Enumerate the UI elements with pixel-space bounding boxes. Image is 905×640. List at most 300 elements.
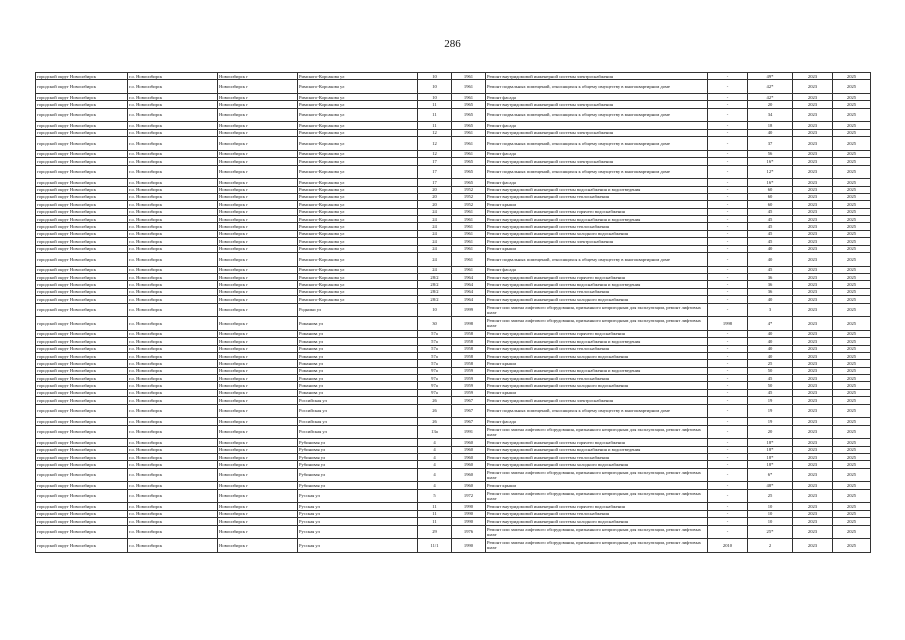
cell-build-year: 1998 — [452, 317, 486, 331]
cell-house-number: 11 — [418, 503, 452, 510]
cell-year-start: 2023 — [793, 375, 833, 382]
cell-value: 40 — [748, 345, 793, 352]
cell-work-type: Ремонт внутридомовой инженерной системы электроснабжения — [486, 73, 708, 80]
cell-value: 40 — [748, 253, 793, 267]
cell-work-type: Ремонт внутридомовой инженерной системы горячего водоснабжения — [486, 208, 708, 215]
cell-year-start: 2023 — [793, 360, 833, 367]
cell-house-number: 5 — [418, 489, 452, 503]
cell-municipality: городской округ Новосибирск — [36, 150, 128, 157]
cell-value: 20 — [748, 425, 793, 439]
cell-municipality: городской округ Новосибирск — [36, 101, 128, 108]
cell-year-start: 2023 — [793, 518, 833, 525]
cell-year-end: 2025 — [833, 296, 871, 303]
cell-work-type: Ремонт внутридомовой инженерной системы горячего водоснабжения — [486, 503, 708, 510]
cell-locality: Новосибирск г — [218, 245, 298, 252]
cell-build-year: 1952 — [452, 193, 486, 200]
cell-build-year: 1961 — [452, 223, 486, 230]
cell-value: 45 — [748, 266, 793, 273]
cell-work-type: Ремонт внутридомовой инженерной системы теплоснабжения — [486, 193, 708, 200]
cell-house-number: 12 — [418, 137, 452, 151]
cell-build-year: 1965 — [452, 158, 486, 165]
cell-lift-year: - — [708, 389, 748, 396]
cell-build-year: 1967 — [452, 404, 486, 418]
cell-value: 50 — [748, 382, 793, 389]
cell-house-number: 4 — [418, 461, 452, 468]
cell-lift-year: - — [708, 296, 748, 303]
cell-locality: Новосибирск г — [218, 482, 298, 489]
table-row — [36, 179, 871, 186]
cell-work-type: Ремонт крыши — [486, 389, 708, 396]
cell-year-end: 2025 — [833, 245, 871, 252]
cell-street: Рубиновая ул — [298, 482, 418, 489]
cell-year-start: 2023 — [793, 193, 833, 200]
cell-municipality: городской округ Новосибирск — [36, 165, 128, 179]
cell-value: 18* — [748, 461, 793, 468]
cell-street: Романова ул — [298, 367, 418, 374]
cell-municipality: городской округ Новосибирск — [36, 404, 128, 418]
cell-work-type: Ремонт внутридомовой инженерной системы холодного водоснабжения — [486, 518, 708, 525]
cell-value: 42* — [748, 80, 793, 94]
cell-locality: Новосибирск г — [218, 389, 298, 396]
cell-year-end: 2025 — [833, 108, 871, 122]
cell-street: Римского-Корсакова ул — [298, 208, 418, 215]
cell-district: г.о. Новосибирск — [128, 425, 218, 439]
cell-build-year: 1961 — [452, 208, 486, 215]
table-row — [36, 73, 871, 80]
cell-street: Римского-Корсакова ул — [298, 101, 418, 108]
cell-street: Рубиновая ул — [298, 454, 418, 461]
cell-work-type: Ремонт или замена лифтового оборудования, признанного непригодным для эксплуатации, ремонт лифтовых шахт — [486, 317, 708, 331]
cell-locality: Новосибирск г — [218, 216, 298, 223]
cell-year-start: 2023 — [793, 296, 833, 303]
cell-municipality: городской округ Новосибирск — [36, 223, 128, 230]
cell-district: г.о. Новосибирск — [128, 216, 218, 223]
table-row — [36, 482, 871, 489]
cell-municipality: городской округ Новосибирск — [36, 80, 128, 94]
cell-house-number: 12 — [418, 150, 452, 157]
cell-municipality: городской округ Новосибирск — [36, 122, 128, 129]
cell-build-year: 1965 — [452, 108, 486, 122]
cell-district: г.о. Новосибирск — [128, 238, 218, 245]
cell-value: 36 — [748, 288, 793, 295]
table-row — [36, 382, 871, 389]
cell-work-type: Ремонт подвальных помещений, относящихся к общему имуществу в многоквартирном доме — [486, 137, 708, 151]
cell-year-start: 2023 — [793, 389, 833, 396]
cell-value: 25 — [748, 360, 793, 367]
cell-year-start: 2023 — [793, 439, 833, 446]
cell-build-year: 1961 — [452, 216, 486, 223]
table-row — [36, 281, 871, 288]
cell-house-number: 10 — [418, 303, 452, 317]
cell-value: 40 — [748, 330, 793, 337]
cell-year-end: 2025 — [833, 503, 871, 510]
cell-value: 4* — [748, 317, 793, 331]
cell-house-number: 26 — [418, 404, 452, 418]
cell-municipality: городской округ Новосибирск — [36, 274, 128, 281]
cell-build-year: 1961 — [452, 93, 486, 100]
cell-locality: Новосибирск г — [218, 150, 298, 157]
cell-year-start: 2023 — [793, 468, 833, 482]
cell-build-year: 1961 — [452, 238, 486, 245]
cell-year-end: 2025 — [833, 439, 871, 446]
cell-street: Римского-Корсакова ул — [298, 216, 418, 223]
cell-district: г.о. Новосибирск — [128, 439, 218, 446]
cell-street: Римского-Корсакова ул — [298, 150, 418, 157]
cell-work-type: Ремонт фасада — [486, 179, 708, 186]
capital-repair-table — [35, 72, 871, 553]
cell-lift-year: - — [708, 418, 748, 425]
cell-year-end: 2025 — [833, 288, 871, 295]
cell-work-type: Ремонт или замена лифтового оборудования, признанного непригодным для эксплуатации, ремонт лифтовых шахт — [486, 489, 708, 503]
cell-year-end: 2025 — [833, 238, 871, 245]
cell-build-year: 1952 — [452, 186, 486, 193]
cell-municipality: городской округ Новосибирск — [36, 93, 128, 100]
cell-street: Римского-Корсакова ул — [298, 230, 418, 237]
cell-locality: Новосибирск г — [218, 397, 298, 404]
cell-year-end: 2025 — [833, 454, 871, 461]
cell-value: 3 — [748, 303, 793, 317]
cell-municipality: городской округ Новосибирск — [36, 397, 128, 404]
cell-year-end: 2025 — [833, 482, 871, 489]
cell-district: г.о. Новосибирск — [128, 330, 218, 337]
cell-work-type: Ремонт внутридомовой инженерной системы горячего водоснабжения — [486, 439, 708, 446]
cell-lift-year: - — [708, 122, 748, 129]
cell-year-end: 2025 — [833, 73, 871, 80]
cell-work-type: Ремонт внутридомовой инженерной системы водоснабжения и водоотведения — [486, 186, 708, 193]
cell-value: 60 — [748, 193, 793, 200]
cell-work-type: Ремонт внутридомовой инженерной системы водоснабжения и водоотведения — [486, 367, 708, 374]
table-row — [36, 150, 871, 157]
cell-build-year: 1972 — [452, 489, 486, 503]
cell-locality: Новосибирск г — [218, 266, 298, 273]
cell-district: г.о. Новосибирск — [128, 288, 218, 295]
cell-locality: Новосибирск г — [218, 223, 298, 230]
cell-year-end: 2025 — [833, 425, 871, 439]
cell-street: Римского-Корсакова ул — [298, 73, 418, 80]
cell-municipality: городской округ Новосибирск — [36, 345, 128, 352]
cell-house-number: 30 — [418, 317, 452, 331]
cell-municipality: городской округ Новосибирск — [36, 201, 128, 208]
cell-district: г.о. Новосибирск — [128, 253, 218, 267]
cell-year-start: 2023 — [793, 418, 833, 425]
cell-locality: Новосибирск г — [218, 317, 298, 331]
cell-value: 40 — [748, 338, 793, 345]
cell-municipality: городской округ Новосибирск — [36, 367, 128, 374]
cell-build-year: 1960 — [452, 461, 486, 468]
cell-street: Романова ул — [298, 389, 418, 396]
cell-year-end: 2025 — [833, 216, 871, 223]
cell-work-type: Ремонт подвальных помещений, относящихся к общему имуществу в многоквартирном доме — [486, 404, 708, 418]
table-row — [36, 525, 871, 539]
table-row — [36, 345, 871, 352]
cell-build-year: 1999 — [452, 303, 486, 317]
cell-district: г.о. Новосибирск — [128, 108, 218, 122]
cell-house-number: 97а — [418, 389, 452, 396]
cell-locality: Новосибирск г — [218, 468, 298, 482]
cell-district: г.о. Новосибирск — [128, 510, 218, 517]
table-row — [36, 352, 871, 359]
cell-street: Рубиновая ул — [298, 439, 418, 446]
cell-municipality: городской округ Новосибирск — [36, 482, 128, 489]
cell-locality: Новосибирск г — [218, 439, 298, 446]
cell-value: 25 — [748, 489, 793, 503]
cell-lift-year: - — [708, 303, 748, 317]
cell-value: 37 — [748, 137, 793, 151]
cell-municipality: городской округ Новосибирск — [36, 425, 128, 439]
cell-value: 45 — [748, 223, 793, 230]
cell-municipality: городской округ Новосибирск — [36, 338, 128, 345]
cell-district: г.о. Новосибирск — [128, 518, 218, 525]
cell-year-end: 2025 — [833, 101, 871, 108]
cell-house-number: 20 — [418, 186, 452, 193]
table-row — [36, 518, 871, 525]
cell-value: 10 — [748, 503, 793, 510]
cell-year-start: 2023 — [793, 489, 833, 503]
cell-district: г.о. Новосибирск — [128, 122, 218, 129]
table-row — [36, 137, 871, 151]
cell-value: 10 — [748, 510, 793, 517]
cell-locality: Новосибирск г — [218, 518, 298, 525]
table-row — [36, 468, 871, 482]
cell-value: 60 — [748, 186, 793, 193]
cell-year-end: 2025 — [833, 158, 871, 165]
cell-value: 45 — [748, 216, 793, 223]
cell-year-start: 2023 — [793, 503, 833, 510]
cell-build-year: 1967 — [452, 397, 486, 404]
cell-municipality: городской округ Новосибирск — [36, 454, 128, 461]
cell-house-number: 10 — [418, 73, 452, 80]
cell-year-end: 2025 — [833, 93, 871, 100]
cell-work-type: Ремонт внутридомовой инженерной системы горячего водоснабжения — [486, 330, 708, 337]
cell-year-start: 2023 — [793, 137, 833, 151]
cell-district: г.о. Новосибирск — [128, 539, 218, 553]
cell-build-year: 1965 — [452, 179, 486, 186]
cell-street: Русская ул — [298, 518, 418, 525]
cell-street: Романова ул — [298, 330, 418, 337]
cell-district: г.о. Новосибирск — [128, 73, 218, 80]
cell-municipality: городской округ Новосибирск — [36, 503, 128, 510]
cell-work-type: Ремонт фасада — [486, 418, 708, 425]
cell-year-start: 2023 — [793, 367, 833, 374]
table-row — [36, 274, 871, 281]
cell-house-number: 57а — [418, 330, 452, 337]
cell-locality: Новосибирск г — [218, 525, 298, 539]
cell-street: Римского-Корсакова ул — [298, 129, 418, 136]
cell-district: г.о. Новосибирск — [128, 468, 218, 482]
cell-district: г.о. Новосибирск — [128, 129, 218, 136]
cell-house-number: 17 — [418, 179, 452, 186]
cell-district: г.о. Новосибирск — [128, 201, 218, 208]
cell-street: Российская ул — [298, 397, 418, 404]
cell-district: г.о. Новосибирск — [128, 367, 218, 374]
cell-street: Римского-Корсакова ул — [298, 93, 418, 100]
cell-municipality: городской округ Новосибирск — [36, 253, 128, 267]
cell-build-year: 1958 — [452, 360, 486, 367]
cell-build-year: 1958 — [452, 330, 486, 337]
cell-locality: Новосибирск г — [218, 230, 298, 237]
cell-build-year: 1961 — [452, 150, 486, 157]
cell-locality: Новосибирск г — [218, 510, 298, 517]
cell-house-number: 26 — [418, 397, 452, 404]
table-row — [36, 461, 871, 468]
cell-year-start: 2023 — [793, 352, 833, 359]
table-row — [36, 510, 871, 517]
cell-year-end: 2025 — [833, 193, 871, 200]
cell-lift-year: - — [708, 245, 748, 252]
cell-street: Римского-Корсакова ул — [298, 296, 418, 303]
cell-municipality: городской округ Новосибирск — [36, 245, 128, 252]
cell-municipality: городской округ Новосибирск — [36, 382, 128, 389]
table-row — [36, 338, 871, 345]
table-row — [36, 446, 871, 453]
cell-build-year: 1960 — [452, 446, 486, 453]
cell-year-end: 2025 — [833, 80, 871, 94]
cell-locality: Новосибирск г — [218, 296, 298, 303]
cell-municipality: городской округ Новосибирск — [36, 360, 128, 367]
table-row — [36, 296, 871, 303]
cell-district: г.о. Новосибирск — [128, 245, 218, 252]
cell-house-number: 17 — [418, 165, 452, 179]
cell-year-end: 2025 — [833, 352, 871, 359]
cell-municipality: городской округ Новосибирск — [36, 518, 128, 525]
cell-year-start: 2023 — [793, 539, 833, 553]
cell-locality: Новосибирск г — [218, 93, 298, 100]
cell-year-start: 2023 — [793, 150, 833, 157]
cell-street: Романова ул — [298, 375, 418, 382]
cell-year-end: 2025 — [833, 539, 871, 553]
table-row — [36, 93, 871, 100]
cell-year-start: 2023 — [793, 101, 833, 108]
table-row — [36, 201, 871, 208]
cell-locality: Новосибирск г — [218, 425, 298, 439]
cell-work-type: Ремонт или замена лифтового оборудования, признанного непригодным для эксплуатации, ремонт лифтовых шахт — [486, 525, 708, 539]
cell-value: 20 — [748, 101, 793, 108]
cell-lift-year: - — [708, 253, 748, 267]
cell-work-type: Ремонт внутридомовой инженерной системы водоснабжения и водоотведения — [486, 446, 708, 453]
cell-street: Римского-Корсакова ул — [298, 158, 418, 165]
cell-year-end: 2025 — [833, 253, 871, 267]
table-row — [36, 303, 871, 317]
cell-work-type: Ремонт крыши — [486, 201, 708, 208]
cell-street: Романова ул — [298, 352, 418, 359]
cell-district: г.о. Новосибирск — [128, 193, 218, 200]
cell-house-number: 17 — [418, 158, 452, 165]
cell-house-number: 4 — [418, 468, 452, 482]
cell-year-end: 2025 — [833, 230, 871, 237]
cell-build-year: 1952 — [452, 201, 486, 208]
cell-locality: Новосибирск г — [218, 454, 298, 461]
cell-locality: Новосибирск г — [218, 288, 298, 295]
cell-locality: Новосибирск г — [218, 281, 298, 288]
cell-year-end: 2025 — [833, 266, 871, 273]
cell-value: 42* — [748, 93, 793, 100]
cell-work-type: Ремонт внутридомовой инженерной системы теплоснабжения — [486, 288, 708, 295]
cell-district: г.о. Новосибирск — [128, 208, 218, 215]
table-row — [36, 503, 871, 510]
cell-street: Романова ул — [298, 338, 418, 345]
table-row — [36, 418, 871, 425]
cell-house-number: 57а — [418, 338, 452, 345]
cell-year-start: 2023 — [793, 129, 833, 136]
cell-work-type: Ремонт или замена лифтового оборудования, признанного непригодным для эксплуатации, ремонт лифтовых шахт — [486, 303, 708, 317]
table-row — [36, 129, 871, 136]
table-row — [36, 108, 871, 122]
cell-value: 10 — [748, 518, 793, 525]
cell-street: Русская ул — [298, 489, 418, 503]
cell-house-number: 24 — [418, 266, 452, 273]
cell-locality: Новосибирск г — [218, 446, 298, 453]
cell-work-type: Ремонт фасада — [486, 122, 708, 129]
cell-value: 45 — [748, 389, 793, 396]
cell-year-end: 2025 — [833, 360, 871, 367]
table-row — [36, 186, 871, 193]
table-row — [36, 539, 871, 553]
cell-district: г.о. Новосибирск — [128, 266, 218, 273]
cell-value: 18* — [748, 446, 793, 453]
cell-lift-year: - — [708, 158, 748, 165]
cell-year-start: 2023 — [793, 425, 833, 439]
cell-value: 40 — [748, 245, 793, 252]
cell-value: 16* — [748, 179, 793, 186]
cell-value: 45 — [748, 238, 793, 245]
cell-lift-year: - — [708, 404, 748, 418]
cell-locality: Новосибирск г — [218, 345, 298, 352]
cell-year-start: 2023 — [793, 482, 833, 489]
cell-district: г.о. Новосибирск — [128, 317, 218, 331]
cell-year-end: 2025 — [833, 208, 871, 215]
cell-year-start: 2023 — [793, 446, 833, 453]
cell-work-type: Ремонт или замена лифтового оборудования, признанного непригодным для эксплуатации, ремонт лифтовых шахт — [486, 539, 708, 553]
cell-municipality: городской округ Новосибирск — [36, 129, 128, 136]
cell-house-number: 4 — [418, 446, 452, 453]
cell-district: г.о. Новосибирск — [128, 338, 218, 345]
cell-lift-year: - — [708, 352, 748, 359]
cell-year-start: 2023 — [793, 80, 833, 94]
cell-street: Романова ул — [298, 345, 418, 352]
cell-year-end: 2025 — [833, 389, 871, 396]
cell-house-number: 4 — [418, 439, 452, 446]
cell-work-type: Ремонт подвальных помещений, относящихся к общему имуществу в многоквартирном доме — [486, 80, 708, 94]
cell-build-year: 1960 — [452, 468, 486, 482]
cell-municipality: городской округ Новосибирск — [36, 330, 128, 337]
cell-year-end: 2025 — [833, 150, 871, 157]
cell-district: г.о. Новосибирск — [128, 352, 218, 359]
cell-municipality: городской округ Новосибирск — [36, 193, 128, 200]
cell-year-start: 2023 — [793, 122, 833, 129]
cell-locality: Новосибирск г — [218, 208, 298, 215]
cell-street: Римского-Корсакова ул — [298, 201, 418, 208]
table-row — [36, 425, 871, 439]
table-row — [36, 208, 871, 215]
cell-locality: Новосибирск г — [218, 338, 298, 345]
cell-work-type: Ремонт внутридомовой инженерной системы теплоснабжения — [486, 375, 708, 382]
cell-year-start: 2023 — [793, 216, 833, 223]
table-row — [36, 266, 871, 273]
cell-locality: Новосибирск г — [218, 122, 298, 129]
cell-house-number: 57а — [418, 352, 452, 359]
table-row — [36, 360, 871, 367]
table-row — [36, 489, 871, 503]
cell-municipality: городской округ Новосибирск — [36, 418, 128, 425]
table-row — [36, 439, 871, 446]
cell-work-type: Ремонт внутридомовой инженерной системы электроснабжения — [486, 158, 708, 165]
cell-house-number: 11 — [418, 101, 452, 108]
cell-lift-year: - — [708, 108, 748, 122]
cell-year-start: 2023 — [793, 158, 833, 165]
cell-year-start: 2023 — [793, 382, 833, 389]
cell-house-number: 29 — [418, 525, 452, 539]
cell-value: 45 — [748, 230, 793, 237]
